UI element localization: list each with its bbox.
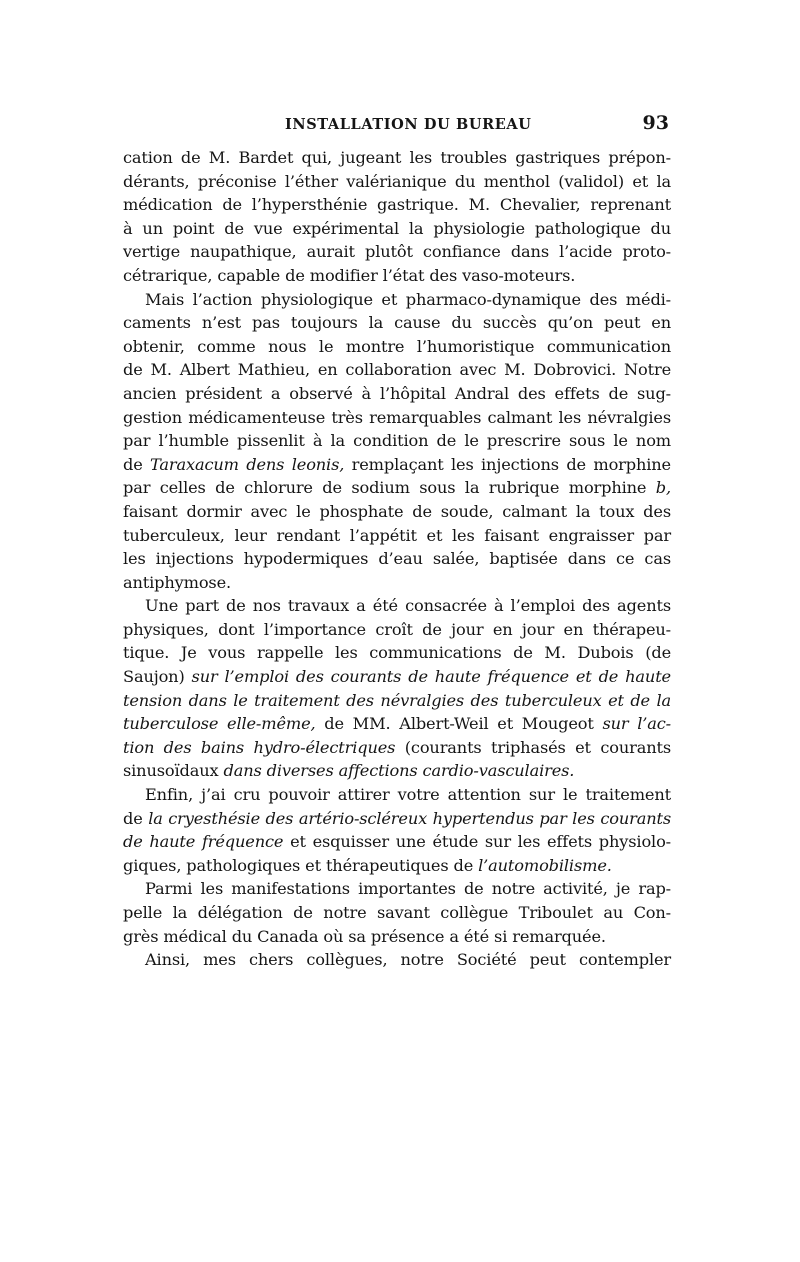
book-page xyxy=(123,112,671,972)
italic-run: sur l’emploi des courants de haute fréquence et de haute xyxy=(191,667,671,687)
text-run: remplaçant les injections de morphine xyxy=(344,454,671,474)
text-line xyxy=(123,665,671,689)
text-run: Mais l’action physiologique et pharmaco-dynamique des médi- xyxy=(145,289,671,309)
text-run: et esquisser une étude sur les effets physiolo- xyxy=(283,832,671,852)
paragraph xyxy=(123,877,671,948)
text-run: sinusoïdaux xyxy=(123,761,224,781)
text-line xyxy=(123,170,671,194)
text-run: Une part de nos travaux a été consacrée à l’emploi des agents xyxy=(145,596,671,616)
text-run: de MM. Albert-Weil et Mougeot xyxy=(315,714,603,734)
running-title: INSTALLATION DU BUREAU xyxy=(285,116,532,133)
text-line xyxy=(123,429,671,453)
text-line xyxy=(123,689,671,713)
text-line xyxy=(123,571,671,595)
text-run: médication de l’hypersthénie gastrique. M. Chevalier, reprenant xyxy=(123,195,671,215)
text-line xyxy=(123,288,671,312)
text-line xyxy=(123,476,671,500)
text-line xyxy=(123,594,671,618)
italic-run: la cryesthésie des artério-scléreux hypertendus par les courants xyxy=(148,808,671,828)
text-line xyxy=(123,547,671,571)
text-run: physiques, dont l’importance croît de jour en jour en thérapeu- xyxy=(123,619,671,639)
text-run: Enfin, j’ai cru pouvoir attirer votre attention sur le traitement xyxy=(145,785,671,805)
text-line xyxy=(123,948,671,972)
italic-run: tuberculose elle-même, xyxy=(123,714,316,734)
text-run: grès médical du Canada où sa présence a été si remarquée. xyxy=(123,926,606,946)
text-run: antiphymose. xyxy=(123,572,232,592)
text-run: par celles de chlorure de sodium sous la rubrique morphine xyxy=(123,478,656,498)
text-run: caments n’est pas toujours la cause du succès qu’on peut en xyxy=(123,313,671,333)
italic-run: l’automobilisme. xyxy=(478,855,612,875)
text-line xyxy=(123,193,671,217)
text-run: faisant dormir avec le phosphate de soude, calmant la toux des xyxy=(123,501,671,521)
text-run: par l’humble pissenlit à la condition de le prescrire sous le nom xyxy=(123,431,671,451)
text-run: Ainsi, mes chers collègues, notre Société peut contempler xyxy=(145,950,671,970)
text-line xyxy=(123,500,671,524)
text-run: de xyxy=(123,454,151,474)
italic-run: dans diverses affections cardio-vasculaires. xyxy=(223,761,575,781)
text-run: les injections hypodermiques d’eau salée, baptisée dans ce cas xyxy=(123,549,671,569)
text-line xyxy=(123,712,671,736)
text-line xyxy=(123,335,671,359)
paragraph xyxy=(123,948,671,972)
text-line xyxy=(123,641,671,665)
paragraph xyxy=(123,288,671,595)
text-run: de xyxy=(123,808,149,828)
running-head xyxy=(123,112,671,146)
italic-run: tension dans le traitement des névralgies des tuberculeux et de la xyxy=(123,690,671,710)
italic-run: sur l’ac- xyxy=(602,714,672,734)
text-line xyxy=(123,146,671,170)
text-line xyxy=(123,406,671,430)
text-run: ancien président a observé à l’hôpital Andral des effets de sug- xyxy=(123,383,671,403)
text-run: cétrarique, capable de modifier l’état des vaso-moteurs. xyxy=(123,265,576,285)
paragraph xyxy=(123,594,671,783)
text-run: giques, pathologiques et thérapeutiques de xyxy=(123,855,479,875)
text-run: de M. Albert Mathieu, en collaboration avec M. Dobrovici. Notre xyxy=(123,360,671,380)
text-line xyxy=(123,453,671,477)
body-text xyxy=(123,146,671,972)
text-line xyxy=(123,783,671,807)
text-line xyxy=(123,901,671,925)
text-run: (courants triphasés et courants xyxy=(395,737,671,757)
text-run: tuberculeux, leur rendant l’appétit et les faisant engraisser par xyxy=(123,525,671,545)
text-line xyxy=(123,264,671,288)
text-run: à un point de vue expérimental la physiologie pathologique du xyxy=(123,218,671,238)
text-run: vertige naupathique, aurait plutôt confiance dans l’acide proto- xyxy=(123,242,671,262)
text-run: tique. Je vous rappelle les communications de M. Dubois (de xyxy=(123,643,671,663)
text-line xyxy=(123,736,671,760)
text-run: Parmi les manifestations importantes de notre activité, je rap- xyxy=(145,879,671,899)
text-run: gestion médicamenteuse très remarquables calmant les névralgies xyxy=(123,407,671,427)
text-run: obtenir, comme nous le montre l’humoristique communication xyxy=(123,336,671,356)
text-line xyxy=(123,925,671,949)
text-run: pelle la délégation de notre savant collègue Triboulet au Con- xyxy=(123,903,671,922)
text-line xyxy=(123,382,671,406)
text-line xyxy=(123,830,671,854)
paragraph xyxy=(123,146,671,288)
text-run: Saujon) xyxy=(123,667,192,687)
text-line xyxy=(123,759,671,783)
text-line xyxy=(123,854,671,878)
italic-run: de haute fréquence xyxy=(123,832,284,852)
text-run: dérants, préconise l’éther valérianique du menthol (validol) et la xyxy=(123,171,671,191)
text-line xyxy=(123,524,671,548)
text-line xyxy=(123,358,671,382)
text-line xyxy=(123,807,671,831)
text-line xyxy=(123,618,671,642)
text-line xyxy=(123,311,671,335)
paragraph xyxy=(123,783,671,877)
text-line xyxy=(123,877,671,901)
italic-run: b, xyxy=(655,478,671,498)
text-line xyxy=(123,217,671,241)
italic-run: tion des bains hydro-électriques xyxy=(123,737,396,757)
italic-run: Taraxacum dens leonis, xyxy=(150,454,345,474)
text-run: cation de M. Bardet qui, jugeant les troubles gastriques prépon- xyxy=(123,148,671,167)
page-number: 93 xyxy=(642,112,669,134)
text-line xyxy=(123,240,671,264)
